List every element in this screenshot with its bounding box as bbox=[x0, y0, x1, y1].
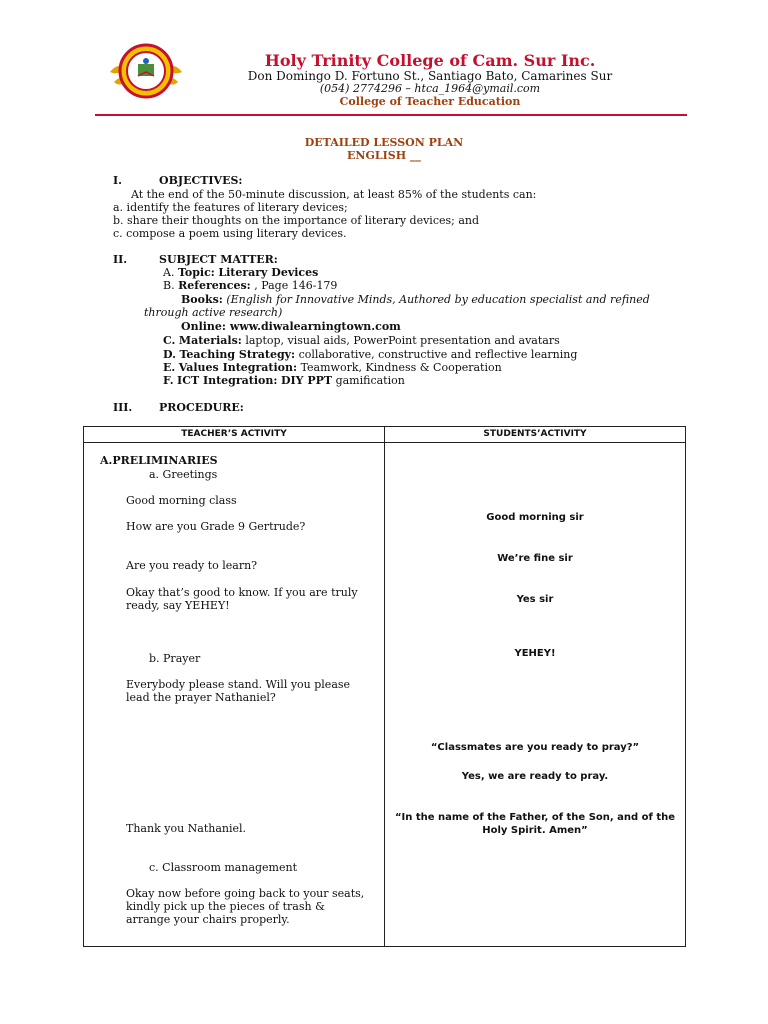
header-divider bbox=[95, 114, 687, 116]
teacher-line: How are you Grade 9 Gertrude? bbox=[126, 520, 306, 533]
books-row bbox=[181, 293, 650, 306]
teacher-line: arrange your chairs properly. bbox=[126, 913, 290, 926]
section-preliminaries: A.PRELIMINARIES bbox=[100, 454, 218, 467]
teacher-line: lead the prayer Nathaniel? bbox=[126, 691, 276, 704]
strategy-label: Teaching Strategy: bbox=[179, 348, 296, 361]
document-subtitle: ENGLISH __ bbox=[347, 149, 421, 162]
materials-value: laptop, visual aids, PowerPoint presentation and avatars bbox=[245, 334, 560, 347]
student-response: We’re fine sir bbox=[497, 553, 573, 564]
teacher-line: ready, say YEHEY! bbox=[126, 599, 230, 612]
materials-label: Materials: bbox=[178, 334, 242, 347]
teacher-line: Good morning class bbox=[126, 494, 237, 507]
objectives-heading: OBJECTIVES: bbox=[159, 174, 243, 187]
student-response: Yes, we are ready to pray. bbox=[461, 771, 609, 782]
ict-suffix: gamification bbox=[335, 374, 405, 387]
strategy-letter: D. bbox=[163, 348, 176, 361]
document-title: DETAILED LESSON PLAN bbox=[304, 136, 464, 149]
teacher-line: Okay that’s good to know. If you are truly bbox=[126, 586, 358, 599]
books-label: Books: bbox=[181, 293, 223, 306]
books-value: (English for Innovative Minds, Authored by education specialist and refined bbox=[226, 293, 650, 306]
objective-item: c. compose a poem using literary devices. bbox=[113, 227, 347, 240]
topic-label: Topic: bbox=[177, 266, 215, 279]
online-row bbox=[181, 320, 401, 333]
student-response: Good morning sir bbox=[486, 512, 584, 523]
subject-matter-heading: SUBJECT MATTER: bbox=[159, 253, 278, 266]
online-label: Online: bbox=[181, 320, 226, 333]
teacher-line: Are you ready to learn? bbox=[126, 559, 258, 572]
students-activity-header: STUDENTS’ACTIVITY bbox=[483, 429, 587, 439]
school-name: Holy Trinity College of Cam. Sur Inc. bbox=[264, 51, 596, 70]
column-divider bbox=[384, 427, 385, 946]
ict-letter: F. bbox=[163, 374, 174, 387]
topic-row bbox=[163, 266, 318, 279]
materials-row bbox=[163, 334, 560, 347]
references-row bbox=[163, 279, 337, 292]
teacher-line: Okay now before going back to your seats, bbox=[126, 887, 365, 900]
student-response: Holy Spirit. Amen” bbox=[482, 825, 588, 836]
school-address: Don Domingo D. Fortuno St., Santiago Bato, Camarines Sur bbox=[247, 69, 613, 83]
ict-row bbox=[163, 374, 405, 387]
objective-item: a. identify the features of literary devices; bbox=[113, 201, 348, 214]
objectives-intro: At the end of the 50-minute discussion, at least 85% of the students can: bbox=[131, 188, 537, 201]
ict-label: ICT Integration: bbox=[177, 374, 278, 387]
teacher-line: Everybody please stand. Will you please bbox=[126, 678, 351, 691]
ict-value: DIY PPT bbox=[280, 374, 333, 387]
strategy-row bbox=[163, 348, 577, 361]
procedure-table bbox=[83, 426, 686, 947]
student-response: Yes sir bbox=[516, 594, 554, 605]
values-value: Teamwork, Kindness & Cooperation bbox=[300, 361, 502, 374]
student-response: YEHEY! bbox=[514, 648, 556, 659]
subject-matter-number: II. bbox=[113, 253, 128, 266]
classroom-management-heading: c. Classroom management bbox=[149, 861, 297, 874]
student-response: “Classmates are you ready to pray?” bbox=[430, 742, 640, 753]
references-value: , Page 146-179 bbox=[254, 279, 338, 292]
values-label: Values Integration: bbox=[178, 361, 298, 374]
objective-item: b. share their thoughts on the importance of literary devices; and bbox=[113, 214, 480, 227]
online-link[interactable]: www.diwalearningtown.com bbox=[229, 320, 401, 333]
values-row bbox=[163, 361, 502, 374]
materials-letter: C. bbox=[163, 334, 176, 347]
strategy-value: collaborative, constructive and reflective learning bbox=[298, 348, 578, 361]
procedure-heading: PROCEDURE: bbox=[159, 401, 244, 414]
topic-value: Literary Devices bbox=[218, 266, 319, 279]
objectives-number: I. bbox=[113, 174, 122, 187]
topic-letter: A. bbox=[163, 266, 175, 279]
college-name: College of Teacher Education bbox=[339, 95, 521, 108]
procedure-number: III. bbox=[113, 401, 133, 414]
teacher-line: kindly pick up the pieces of trash & bbox=[126, 900, 325, 913]
values-letter: E. bbox=[163, 361, 176, 374]
references-letter: B. bbox=[163, 279, 175, 292]
school-seal-icon bbox=[108, 42, 184, 100]
header-row-divider bbox=[84, 442, 685, 443]
student-response: “In the name of the Father, of the Son, and of the bbox=[394, 812, 676, 823]
teacher-line: Thank you Nathaniel. bbox=[126, 822, 247, 835]
references-label: References: bbox=[178, 279, 251, 292]
school-contact: (054) 2774296 – htca_1964@ymail.com bbox=[319, 82, 541, 95]
teacher-activity-header: TEACHER’S ACTIVITY bbox=[181, 429, 287, 439]
prayer-heading: b. Prayer bbox=[149, 652, 201, 665]
books-value-continued: through active research) bbox=[144, 306, 283, 319]
greetings-heading: a. Greetings bbox=[149, 468, 218, 481]
